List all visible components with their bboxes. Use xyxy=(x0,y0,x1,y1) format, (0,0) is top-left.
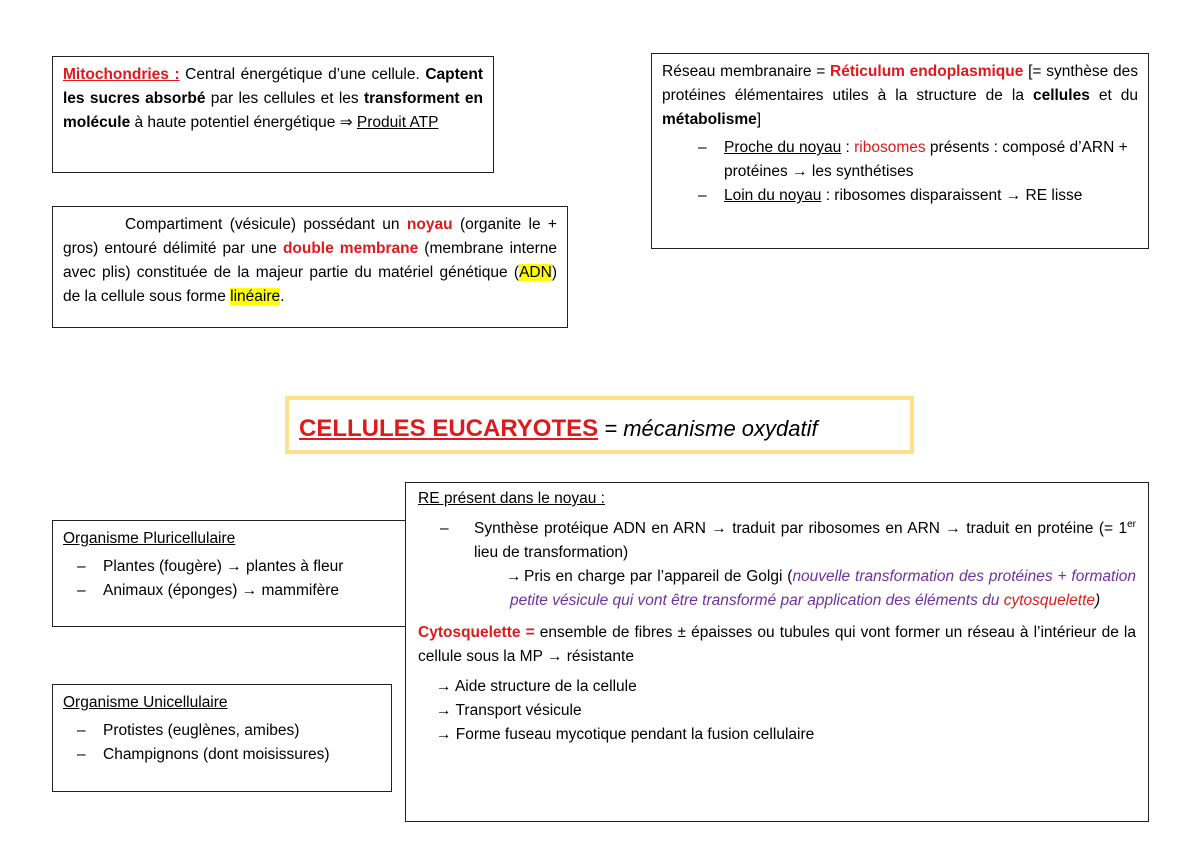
cytosquelette-text: ensemble de fibres ± épaisses ou tubules qui vont former un réseau à l’intérieur de la cellule sous la MP → résistante xyxy=(418,624,1136,666)
noyau-t1: Compartiment (vésicule) possédant un xyxy=(125,216,407,233)
arrow-icon: → xyxy=(506,568,522,586)
item2-text: : ribosomes disparaissent → RE lisse xyxy=(821,187,1083,205)
proche-noyau-label: Proche du noyau xyxy=(724,139,842,157)
pluricellulaire-box xyxy=(52,520,408,627)
list-item xyxy=(662,184,1138,208)
synthese-text: Synthèse protéique ADN en ARN → traduit par ribosomes en ARN → traduit en protéine (= 1 xyxy=(474,520,1128,538)
item1-sep: : xyxy=(841,139,855,157)
mito-text1: Central énergétique d’une cellule. xyxy=(179,66,426,83)
golgi-purple-text: nouvelle transformation des protéines + formation petite vésicule qui vont être transformé par application des éléments du xyxy=(510,568,1137,610)
mito-text3: à haute potentiel énergétique ⇒ xyxy=(130,114,357,132)
mito-label: Mitochondries : xyxy=(63,66,180,83)
lineaire-highlight: linéaire xyxy=(230,288,281,306)
membrane-keyword: double membrane xyxy=(282,240,419,258)
noyau-t2: (organite le + gros) entouré délimité par une xyxy=(63,216,557,258)
reticulum-paragraph xyxy=(662,60,1138,132)
list-item xyxy=(662,136,1138,184)
list-item: → Transport vésicule xyxy=(436,702,582,720)
reticulum-b1: cellules xyxy=(1032,87,1090,105)
list-item: – Animaux (éponges) → mammifère xyxy=(63,579,397,603)
uni-list xyxy=(63,719,381,767)
reticulum-list xyxy=(662,136,1138,208)
mito-bold2: transforment en molécule xyxy=(63,90,483,132)
golgi-cyto-keyword: cytosquelette xyxy=(1003,592,1096,610)
noyau-t5: . xyxy=(280,288,285,306)
unicellulaire-box xyxy=(52,684,392,792)
loin-noyau-label: Loin du noyau xyxy=(724,187,822,205)
cytosquelette-paragraph xyxy=(418,621,1136,669)
re-heading: RE présent dans le noyau : xyxy=(418,490,605,507)
reticulum-t3: et du xyxy=(1089,87,1138,105)
reticulum-box xyxy=(651,53,1149,249)
cytosquelette-label: Cytosquelette = xyxy=(418,624,535,642)
golgi-item xyxy=(418,565,1136,613)
page-title: CELLULES EUCARYOTES xyxy=(299,415,599,442)
noyau-paragraph xyxy=(63,213,557,309)
list-item xyxy=(418,517,1136,565)
pluri-heading: Organisme Pluricellulaire xyxy=(63,530,236,547)
golgi-text: Pris en charge par l’appareil de Golgi ( xyxy=(524,568,793,586)
mitochondries-box xyxy=(52,56,494,173)
mito-text2: par les cellules et les xyxy=(205,90,364,108)
re-list xyxy=(418,517,1136,565)
title-box xyxy=(285,396,914,454)
reticulum-t4: ] xyxy=(756,111,762,129)
list-item: → Forme fuseau mycotique pendant la fusion cellulaire xyxy=(436,726,815,744)
mito-result: Produit ATP xyxy=(356,114,439,132)
reticulum-b2: métabolisme xyxy=(662,111,757,129)
pluri-list xyxy=(63,555,397,603)
mito-bold1: Captent les sucres absorbé xyxy=(63,66,484,108)
reticulum-name: Réticulum endoplasmique xyxy=(830,63,1024,80)
reticulum-t2: [= synthèse des protéines élémentaires utiles à la structure de la xyxy=(662,63,1138,105)
reticulum-t1: Réseau membranaire = xyxy=(662,63,831,80)
adn-highlight: ADN xyxy=(519,264,552,282)
re-noyau-box xyxy=(405,482,1149,822)
item1-text: présents : composé d’ARN + protéines → les synthétises xyxy=(724,139,1128,181)
noyau-box xyxy=(52,206,568,328)
uni-heading: Organisme Unicellulaire xyxy=(63,694,228,711)
cyto-roles xyxy=(418,675,1136,747)
list-item: – Protistes (euglènes, amibes) xyxy=(63,719,381,743)
noyau-keyword: noyau xyxy=(406,216,453,233)
noyau-t4: ) de la cellule sous forme xyxy=(63,264,557,306)
noyau-t3: (membrane interne avec plis) constituée de la majeur partie du matériel génétique ( xyxy=(63,240,558,282)
list-item: – Plantes (fougère) → plantes à fleur xyxy=(63,555,397,579)
page-subtitle: = mécanisme oxydatif xyxy=(598,416,818,441)
synthese-text-end: lieu de transformation) xyxy=(474,544,629,562)
ribosomes-keyword: ribosomes xyxy=(854,139,926,157)
list-item: – Champignons (dont moisissures) xyxy=(63,743,381,767)
list-item: → Aide structure de la cellule xyxy=(436,678,637,696)
superscript: er xyxy=(1127,518,1136,530)
golgi-end: ) xyxy=(1095,592,1101,610)
